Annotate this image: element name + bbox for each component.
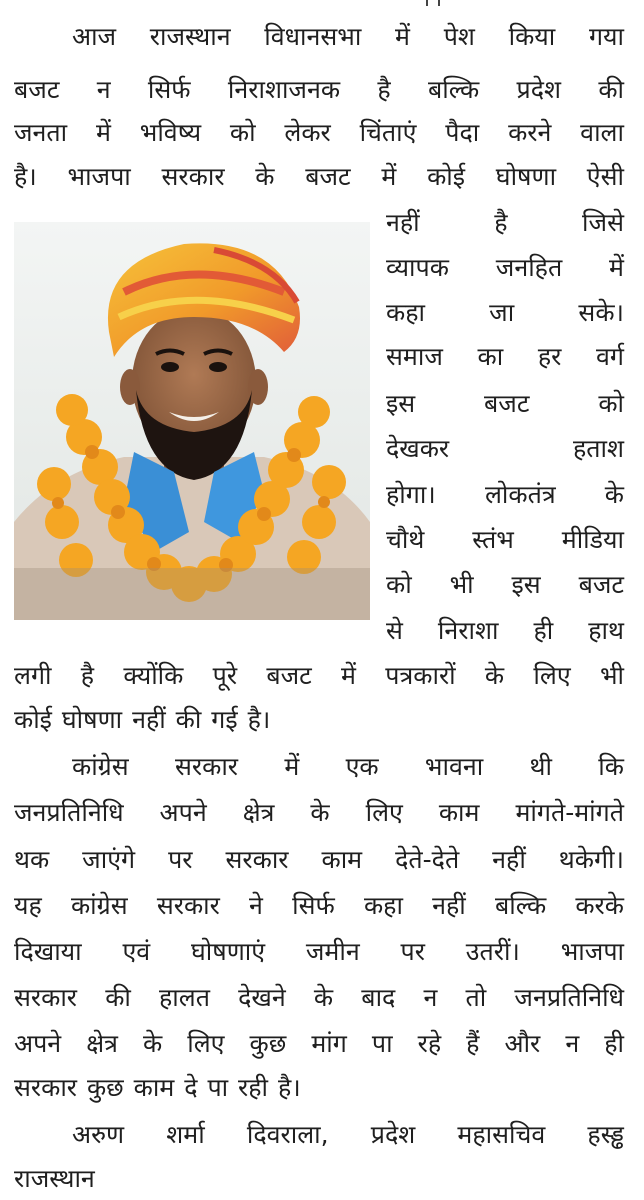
article-line: समाज का हर वर्ग [386, 342, 624, 371]
article-line: बजट न सिर्फ निराशाजनक है बल्कि प्रदेश की [14, 75, 624, 104]
article-line: अपने क्षेत्र के लिए कुछ मांग पा रहे हैं और न ही [14, 1029, 624, 1058]
article-line: सरकार की हालत देखने के बाद न तो जनप्रतिनिधि [14, 983, 624, 1012]
article-line: को भी इस बजट [386, 570, 624, 599]
article-line: लगी है क्योंकि पूरे बजट में पत्रकारों के लिए भी [14, 661, 624, 690]
article-line: जनता में भविष्य को लेकर चिंताएं पैदा करने वाला [14, 118, 624, 147]
article-line: चौथे स्तंभ मीडिया [386, 525, 624, 554]
article-line: इस बजट को [386, 389, 624, 418]
article-line: से निराशा ही हाथ [386, 616, 624, 645]
portrait-photo [14, 222, 370, 620]
article-line: थक जाएंगे पर सरकार काम देते-देते नहीं थकेगी। [14, 845, 624, 874]
article-line: दिखाया एवं घोषणाएं जमीन पर उतरीं। भाजपा [14, 937, 624, 966]
article-line: व्यापक जनहित में [386, 253, 624, 282]
article-line: होगा। लोकतंत्र के [386, 480, 624, 509]
portrait-illustration [14, 222, 370, 620]
article-line: है। भाजपा सरकार के बजट में कोई घोषणा ऐसी [14, 162, 624, 191]
article-line: यह कांग्रेस सरकार ने सिर्फ कहा नहीं बल्कि करके [14, 891, 624, 920]
author-line: अरुण शर्मा दिवराला, प्रदेश महासचिव हस्ड्ढ [72, 1120, 624, 1149]
article-line: आज राजस्थान विधानसभा में पेश किया गया [72, 22, 624, 51]
article-line: नहीं है जिसे [386, 208, 624, 237]
article-line: देखकर हताश [386, 434, 624, 463]
article-line: कांग्रेस सरकार में एक भावना थी कि [72, 752, 624, 781]
author-location: राजस्थान [14, 1164, 95, 1193]
article-line: कोई घोषणा नहीं की गई है। [14, 705, 271, 734]
article-line: जनप्रतिनिधि अपने क्षेत्र के लिए काम मांगते-मांगते [14, 798, 624, 827]
article-line: सरकार कुछ काम दे पा रही है। [14, 1073, 301, 1102]
top-mark [426, 0, 440, 6]
article-line: कहा जा सके। [386, 298, 624, 327]
